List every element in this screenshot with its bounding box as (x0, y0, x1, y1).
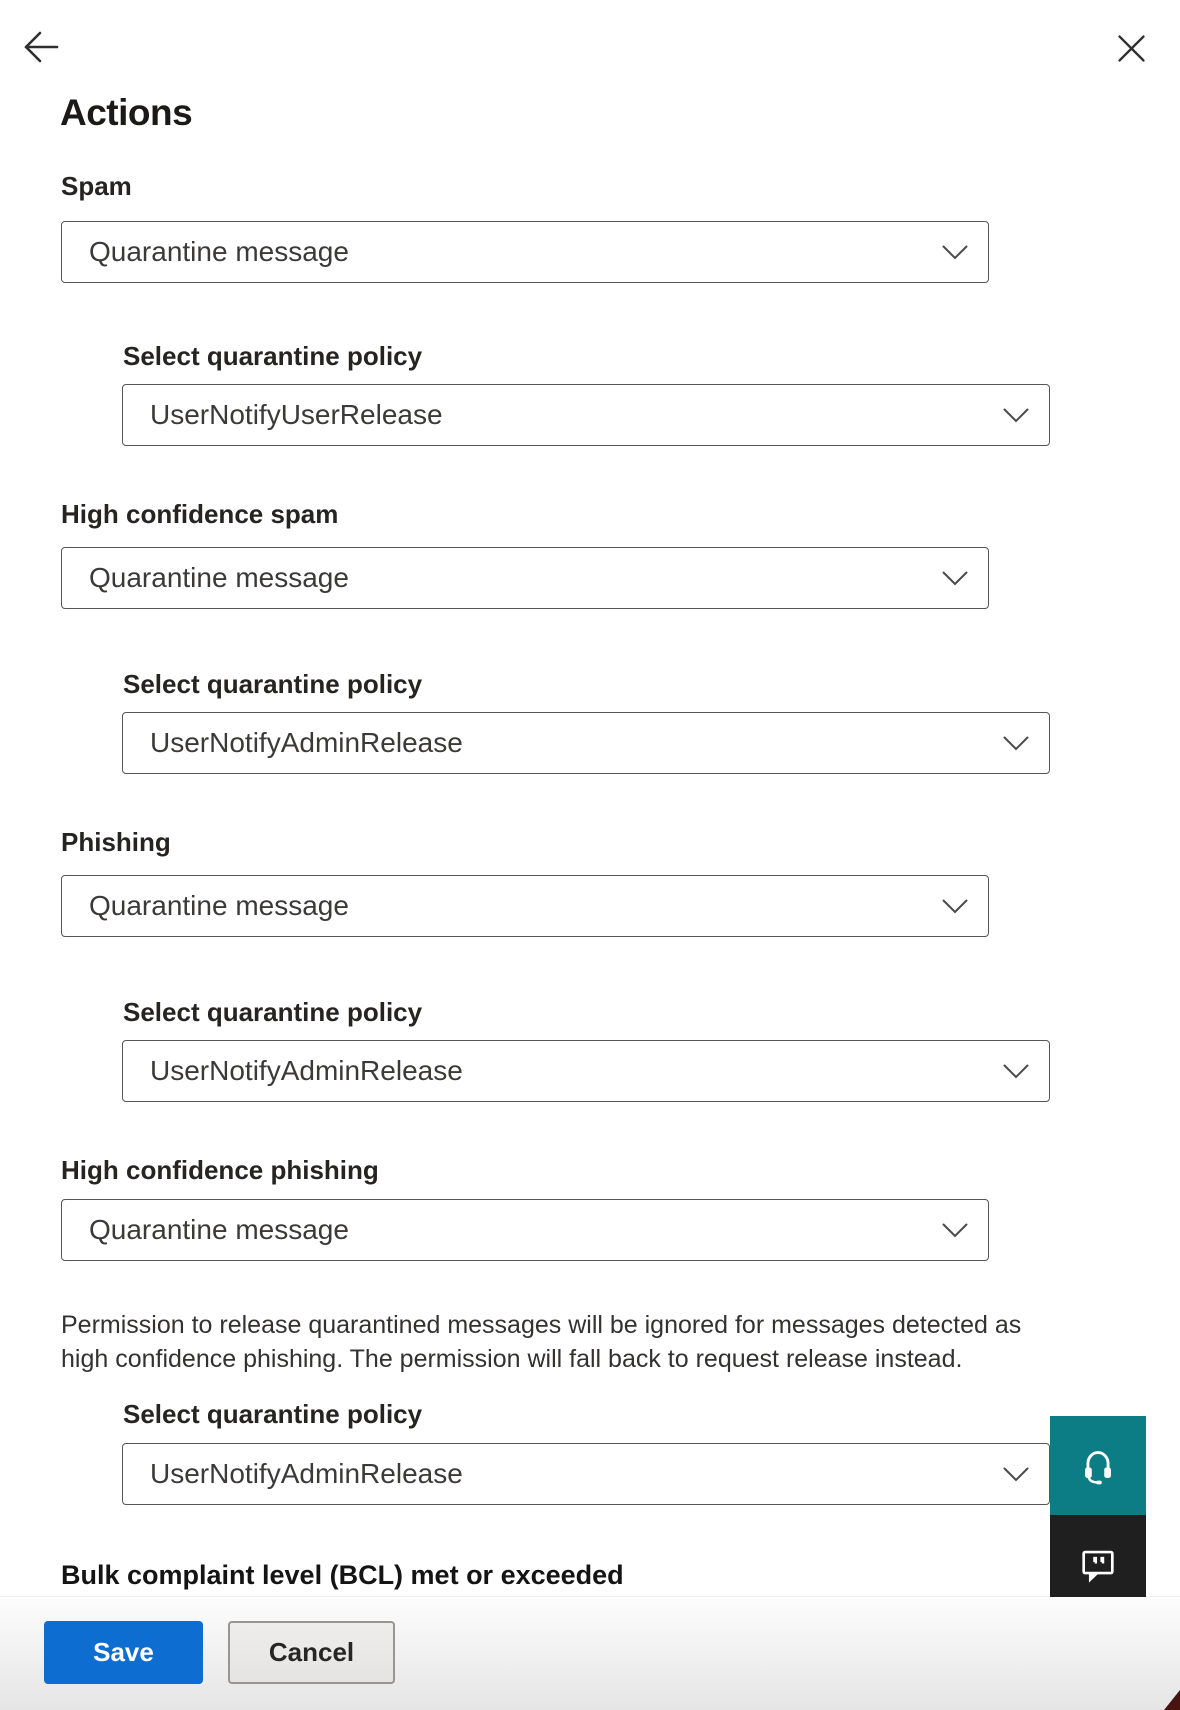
chevron-down-icon (1003, 1064, 1029, 1079)
label-high-confidence-phishing: High confidence phishing (61, 1155, 379, 1185)
chevron-down-icon (1003, 1467, 1029, 1482)
high-confidence-spam-action-value: Quarantine message (89, 562, 349, 593)
headset-icon (1075, 1443, 1121, 1489)
spam-quarantine-policy-dropdown[interactable] (122, 384, 1050, 446)
label-spam-policy: Select quarantine policy (123, 341, 423, 371)
hcs-quarantine-policy-value: UserNotifyAdminRelease (150, 727, 463, 758)
hcp-permission-note-line1: Permission to release quarantined messages will be ignored for messages detected as (61, 1311, 1022, 1339)
label-phishing: Phishing (61, 827, 171, 857)
close-button[interactable] (1114, 31, 1148, 65)
phishing-action-dropdown[interactable] (61, 875, 989, 937)
back-button[interactable] (20, 26, 62, 68)
phishing-quarantine-policy-dropdown[interactable] (122, 1040, 1050, 1102)
label-hcs-policy: Select quarantine policy (123, 669, 423, 699)
hcp-quarantine-policy-value: UserNotifyAdminRelease (150, 1458, 463, 1489)
phishing-quarantine-policy-value: UserNotifyAdminRelease (150, 1055, 463, 1086)
label-phishing-policy: Select quarantine policy (123, 997, 423, 1027)
chat-bubble-icon (1077, 1543, 1119, 1585)
help-support-button[interactable] (1050, 1416, 1146, 1515)
chevron-down-icon (942, 1223, 968, 1238)
chevron-down-icon (1003, 736, 1029, 751)
corner-artifact-shape (1164, 1690, 1180, 1710)
hcs-quarantine-policy-dropdown[interactable] (122, 712, 1050, 774)
chevron-down-icon (942, 571, 968, 586)
label-hcp-policy: Select quarantine policy (123, 1399, 423, 1429)
chevron-down-icon (942, 899, 968, 914)
label-spam: Spam (61, 171, 132, 201)
hcp-quarantine-policy-dropdown[interactable] (122, 1443, 1050, 1505)
footer-bar (0, 1597, 1180, 1710)
spam-quarantine-policy-value: UserNotifyUserRelease (150, 399, 443, 430)
cancel-button[interactable]: Cancel (228, 1621, 395, 1684)
high-confidence-phishing-action-dropdown[interactable] (61, 1199, 989, 1261)
spam-action-value: Quarantine message (89, 236, 349, 267)
high-confidence-phishing-action-value: Quarantine message (89, 1214, 349, 1245)
save-button[interactable]: Save (44, 1621, 203, 1684)
close-icon (1118, 35, 1145, 62)
phishing-action-value: Quarantine message (89, 890, 349, 921)
spam-action-dropdown[interactable] (61, 221, 989, 283)
chevron-down-icon (1003, 408, 1029, 423)
arrow-left-icon (21, 27, 61, 67)
high-confidence-spam-action-dropdown[interactable] (61, 547, 989, 609)
chevron-down-icon (942, 245, 968, 260)
label-high-confidence-spam: High confidence spam (61, 499, 339, 529)
page-title: Actions (60, 92, 193, 133)
hcp-permission-note-line2: high confidence phishing. The permission will fall back to request release instead. (61, 1345, 963, 1373)
bulk-complaint-level-heading: Bulk complaint level (BCL) met or exceeded (61, 1560, 624, 1590)
